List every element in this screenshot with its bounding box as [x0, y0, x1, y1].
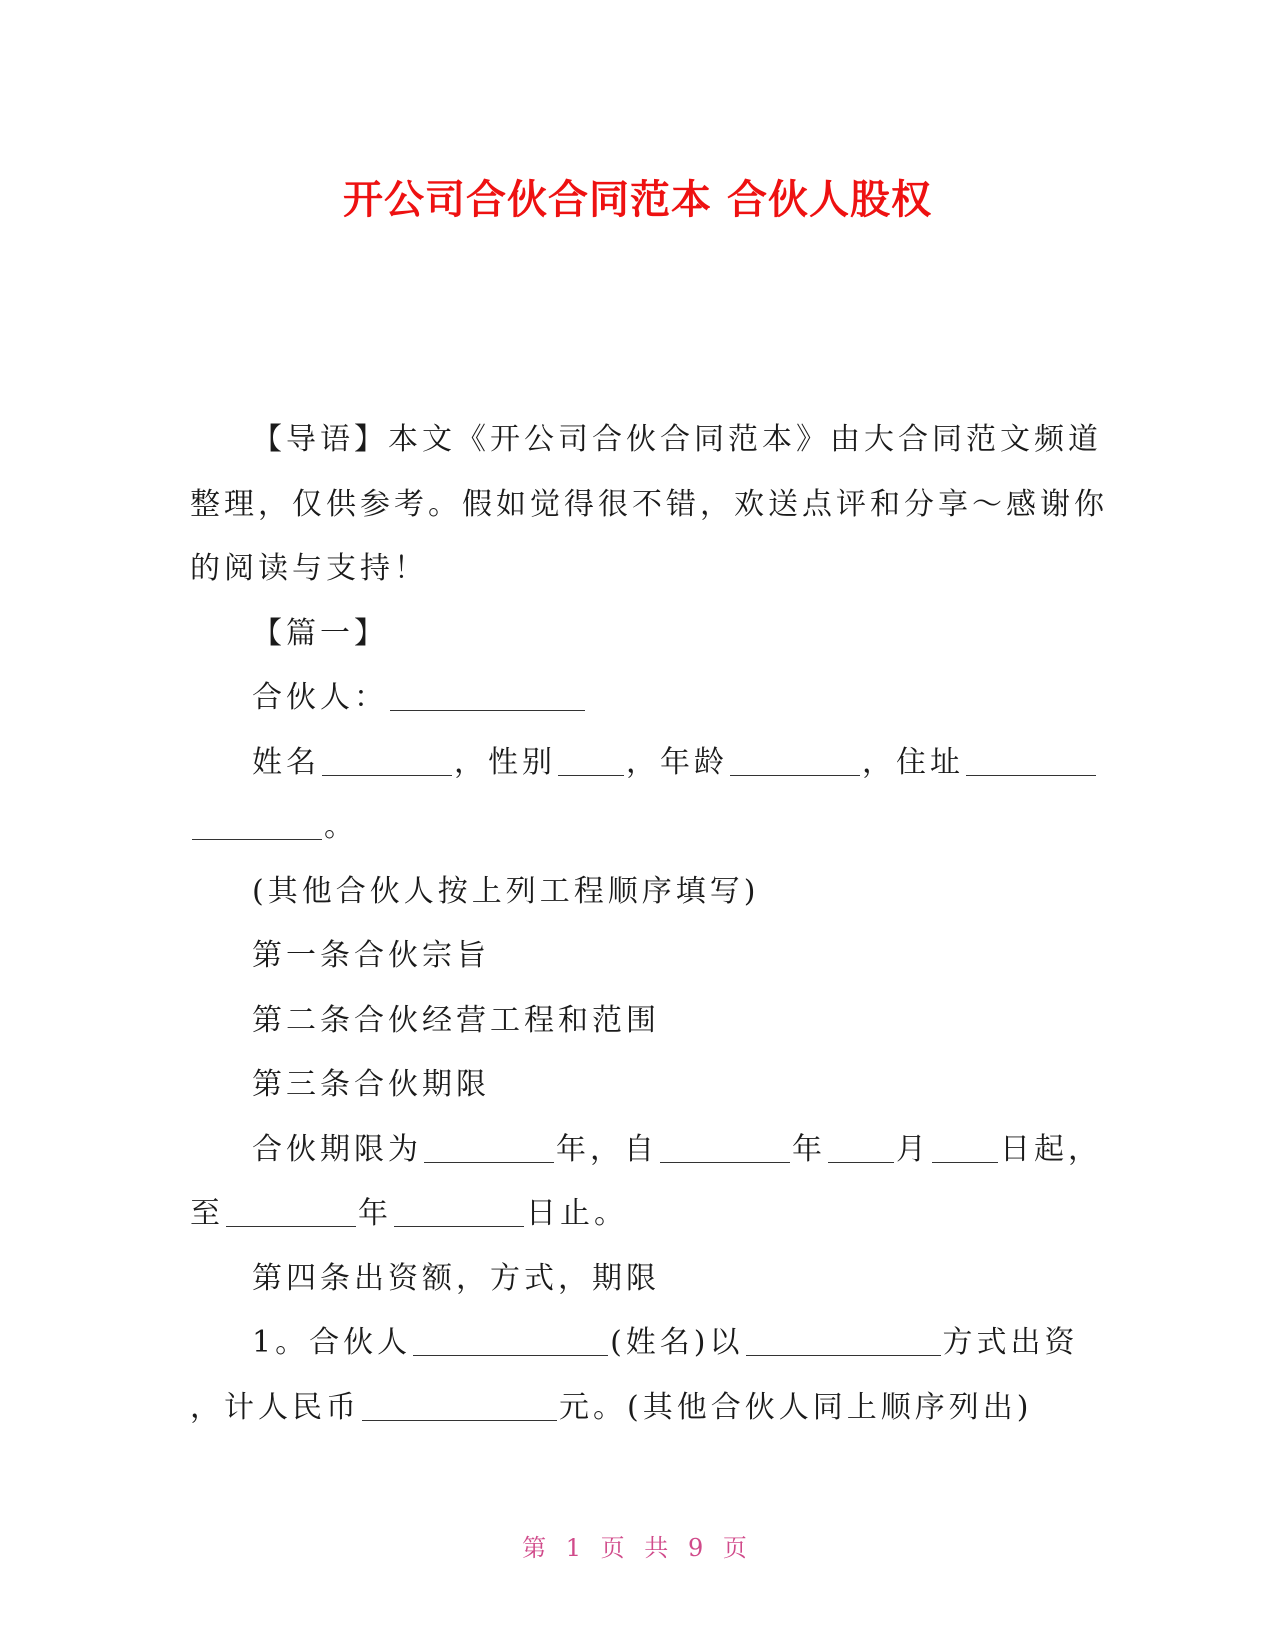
address-label: ，住址 — [862, 744, 964, 780]
document-title: 开公司合伙合同范本 合伙人股权 — [343, 177, 932, 223]
term-text-4: 月 — [896, 1131, 930, 1167]
intro-line-3: 的阅读与支持！ — [190, 551, 428, 586]
term-text-2: 年，自 — [556, 1131, 658, 1167]
term-line-2 — [190, 1182, 1090, 1247]
age-blank — [730, 745, 860, 776]
contrib-line-2 — [190, 1376, 1090, 1441]
gender-blank — [558, 745, 624, 776]
term-start-day-blank — [932, 1132, 998, 1163]
partner-line — [190, 666, 1090, 731]
address-blank — [966, 745, 1096, 776]
article-1: 第一条合伙宗旨 — [252, 938, 490, 973]
term-text-6: 至 — [190, 1196, 224, 1231]
name-blank — [322, 745, 452, 776]
contrib-text-2: (姓名)以 — [610, 1325, 744, 1360]
contrib-amount-blank — [362, 1390, 557, 1421]
term-text-3: 年 — [792, 1131, 826, 1167]
partner-info-line — [190, 731, 1090, 796]
term-text-5: 日起， — [1000, 1131, 1102, 1167]
gender-label: ，性别 — [454, 744, 556, 780]
term-end-year-blank — [226, 1196, 356, 1227]
term-end-day-blank — [394, 1196, 524, 1227]
term-start-year-blank — [660, 1132, 790, 1163]
article-2: 第二条合伙经营工程和范围 — [252, 1002, 660, 1038]
term-text-7: 年 — [358, 1196, 392, 1231]
address-blank-2 — [192, 809, 322, 840]
article-3: 第三条合伙期限 — [252, 1067, 490, 1102]
address-continuation-line — [190, 795, 1090, 860]
partner-label: 合伙人： — [252, 680, 388, 715]
name-label: 姓名 — [252, 744, 320, 780]
other-partners-note: (其他合伙人按上列工程顺序填写) — [252, 873, 760, 909]
contrib-method-blank — [746, 1325, 941, 1356]
intro-line-1: 【导语】本文《开公司合伙合同范本》由大合同范文频道 — [252, 422, 1102, 457]
article-4: 第四条出资额，方式，期限 — [252, 1260, 660, 1296]
age-label: ，年龄 — [626, 744, 728, 780]
contrib-text-3: 方式出资 — [942, 1325, 1079, 1360]
intro-line-2: 整理，仅供参考。假如觉得很不错，欢送点评和分享～感谢你 — [190, 486, 1108, 522]
page-number-footer: 第 1 页 共 9 页 — [522, 1534, 753, 1562]
contrib-text-4: ，计人民币 — [190, 1389, 360, 1425]
term-text-1: 合伙期限为 — [252, 1131, 422, 1167]
term-line-1 — [190, 1118, 1102, 1183]
contrib-text-1: 1。合伙人 — [252, 1325, 412, 1360]
partner-blank — [390, 680, 585, 711]
section-heading: 【篇一】 — [252, 615, 388, 651]
document-body — [190, 408, 1108, 1440]
contrib-line-1 — [190, 1311, 1090, 1376]
contrib-partner-blank — [413, 1325, 608, 1356]
term-years-blank — [424, 1132, 554, 1163]
term-text-8: 日止。 — [526, 1196, 628, 1231]
term-start-month-blank — [828, 1132, 894, 1163]
address-end: 。 — [324, 809, 358, 844]
contrib-text-5: 元。(其他合伙人同上顺序列出) — [559, 1389, 1033, 1425]
